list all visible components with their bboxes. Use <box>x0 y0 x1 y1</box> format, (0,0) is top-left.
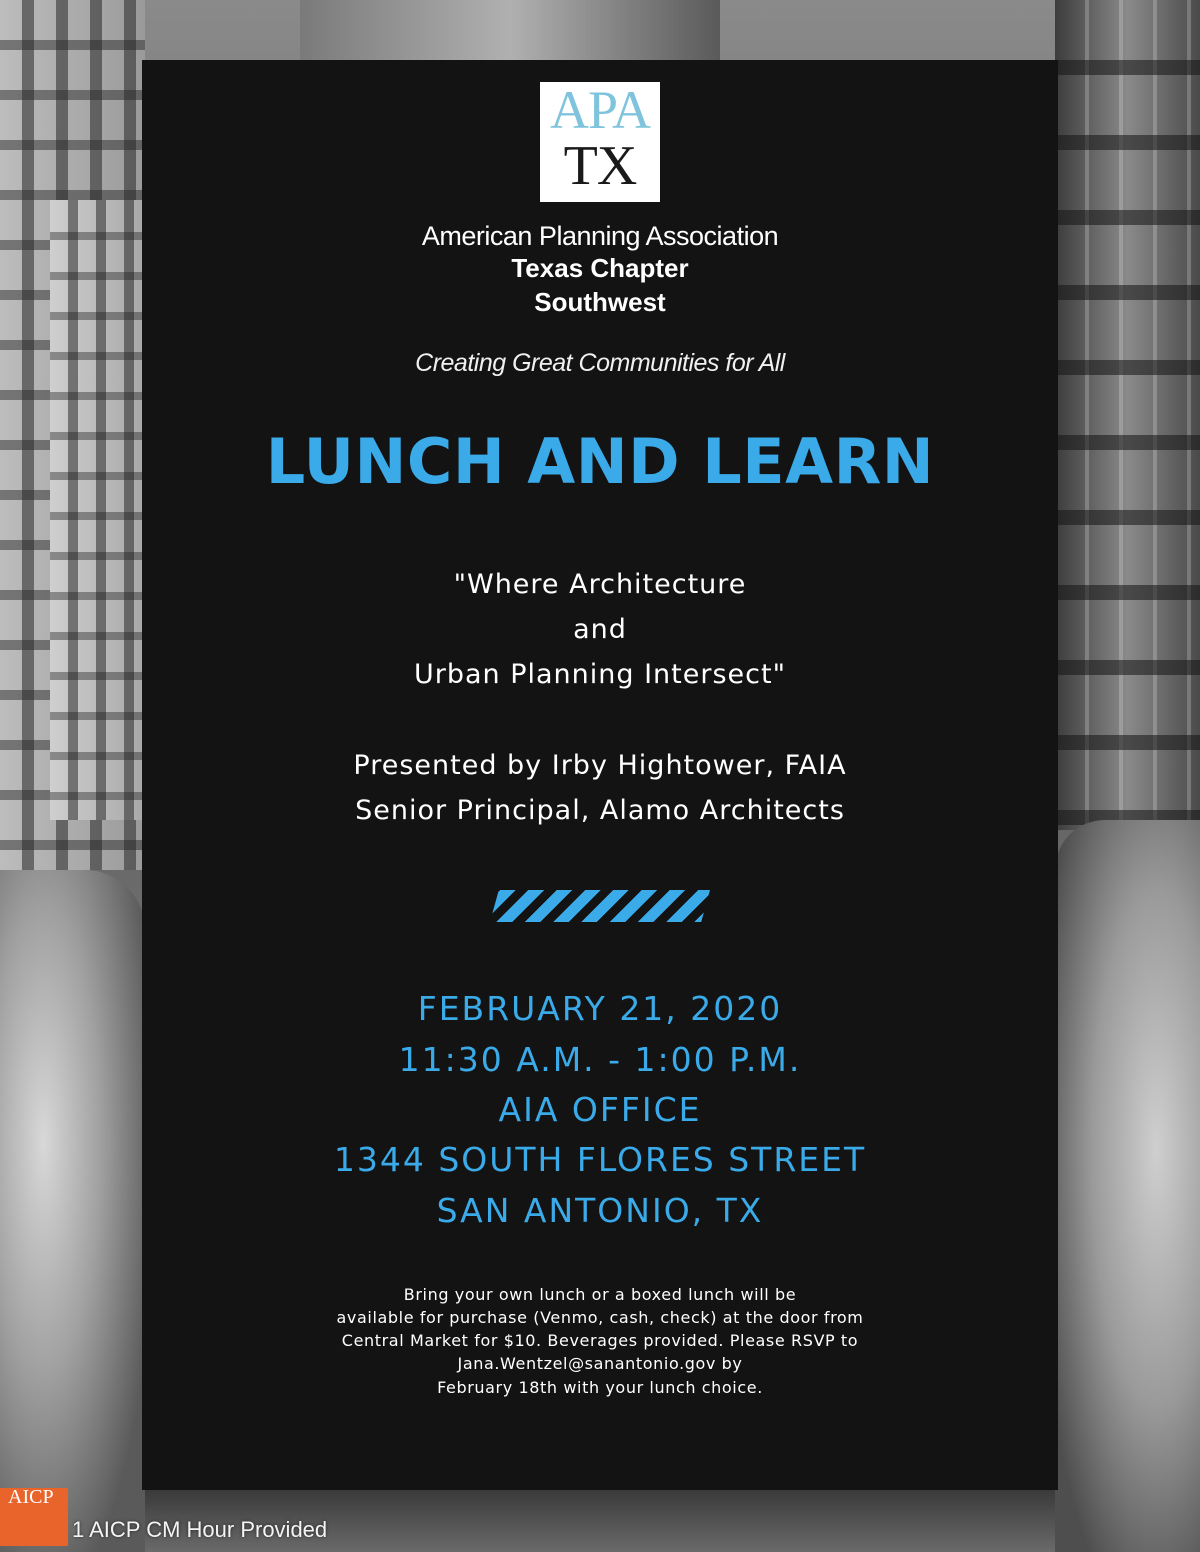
lunch-note-line: Central Market for $10. Beverages provided. Please RSVP to <box>341 1331 859 1350</box>
tagline: Creating Great Communities for All <box>415 349 785 377</box>
event-street-address: 1344 SOUTH FLORES STREET <box>333 1140 867 1179</box>
left-taxi <box>0 870 145 1552</box>
organization-chapter: Texas Chapter <box>511 253 689 283</box>
rsvp-email: Jana.Wentzel@sanantonio.gov by <box>457 1354 743 1373</box>
talk-title-line: Urban Planning Intersect" <box>413 659 787 690</box>
logo-apa-text: APA <box>549 80 651 140</box>
right-taxi <box>1055 820 1200 1552</box>
logo-tx-text: TX <box>563 135 637 197</box>
presenter-line: Senior Principal, Alamo Architects <box>355 795 845 826</box>
event-headline: LUNCH AND LEARN <box>265 425 935 498</box>
talk-title-line: "Where Architecture <box>453 569 747 600</box>
event-date: FEBRUARY 21, 2020 <box>417 989 783 1028</box>
lunch-note-line: available for purchase (Venmo, cash, check) at the door from <box>336 1308 864 1327</box>
striped-divider <box>490 890 710 922</box>
cm-hours-credit: 1 AICP CM Hour Provided <box>72 1517 328 1542</box>
event-venue: AIA OFFICE <box>498 1090 702 1129</box>
lunch-note-line: February 18th with your lunch choice. <box>437 1378 763 1397</box>
presenter-line: Presented by Irby Hightower, FAIA <box>353 750 847 781</box>
talk-title-line: and <box>573 614 627 645</box>
organization-name: American Planning Association <box>421 221 779 251</box>
left-building-front <box>50 200 145 820</box>
event-city: SAN ANTONIO, TX <box>436 1191 764 1230</box>
event-time: 11:30 A.M. - 1:00 P.M. <box>398 1040 802 1079</box>
apa-tx-logo <box>540 82 660 202</box>
lunch-note-line: Bring your own lunch or a boxed lunch will be <box>403 1285 797 1304</box>
right-building <box>1055 0 1200 830</box>
organization-region: Southwest <box>534 287 666 317</box>
distant-building <box>300 0 720 60</box>
aicp-logo-text: AICP <box>8 1486 54 1508</box>
